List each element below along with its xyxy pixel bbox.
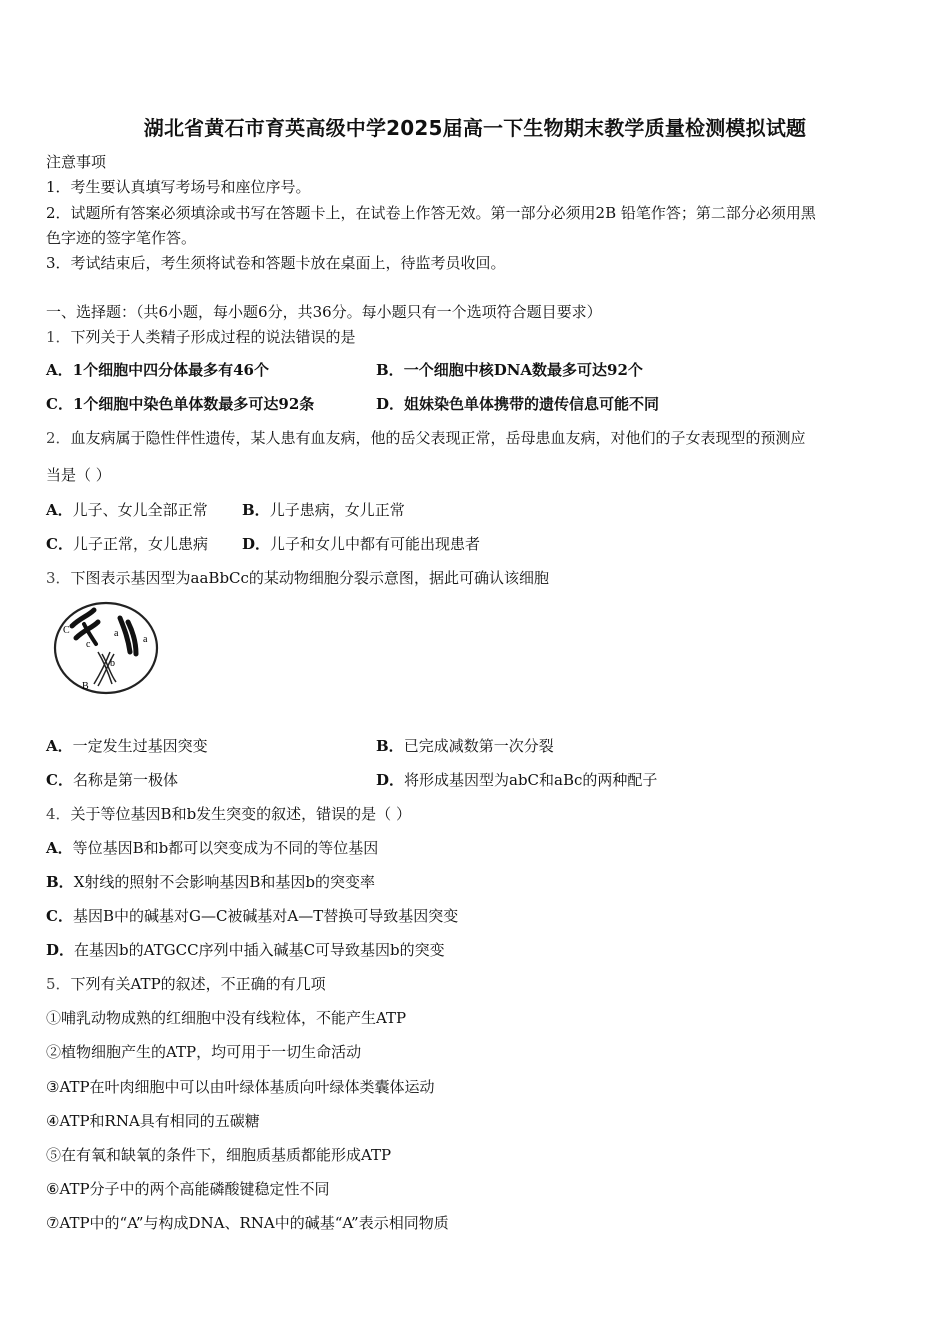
gene-label: c [86,639,91,650]
question-2-stem [46,428,806,448]
notice-heading: 注意事项 [46,153,107,171]
option-text: 基因B中的碱基对G—C被碱基对A—T替换可导致基因突变 [72,907,459,925]
option-text: 儿子、女儿全部正常 [72,501,208,519]
option-text: 儿子患病，女儿正常 [269,501,405,519]
notice-item: 色字迹的签字笔作答。 [46,229,197,247]
option-label: D． [376,771,405,789]
gene-label: a [143,634,148,645]
question-text: 血友病属于隐性伴性遗传，某人患有血友病，他的岳父表现正常，岳母患血友病，对他们的子女表现型的预测应 [70,429,806,447]
q1-option-d[interactable] [376,394,659,414]
option-label: B． [376,361,404,379]
option-label: C． [46,395,73,413]
q3-option-d[interactable] [376,770,657,790]
q5-statement: ③ATP在叶肉细胞中可以由叶绿体基质向叶绿体类囊体运动 [46,1078,435,1096]
option-label: C． [46,535,73,553]
option-text: 一个细胞中核DNA数最多可达92个 [403,361,643,379]
question-number: 3． [46,569,71,587]
option-text: 儿子和女儿中都有可能出现患者 [270,535,481,553]
q5-statement: ⑤在有氧和缺氧的条件下，细胞质基质都能形成ATP [46,1146,392,1164]
q3-option-a[interactable] [46,736,208,756]
q3-option-c[interactable] [46,770,178,790]
question-text: 下图表示基因型为aaBbCc的某动物细胞分裂示意图，据此可确认该细胞 [70,569,549,587]
page-title: 湖北省黄石市育英高级中学2025届高一下生物期末教学质量检测模拟试题 [143,116,807,140]
question-text: 下列关于人类精子形成过程的说法错误的是 [70,328,356,346]
gene-label: B [82,681,89,692]
q1-option-a[interactable] [46,360,269,380]
question-5-stem [46,974,326,994]
notice-item: 3．考试结束后，考生须将试卷和答题卡放在桌面上，待监考员收回。 [46,254,506,272]
q2-option-b[interactable] [242,500,405,520]
q5-statement: ②植物细胞产生的ATP，均可用于一切生命活动 [46,1043,362,1061]
q4-option-b[interactable] [46,872,375,892]
question-number: 2． [46,429,71,447]
q5-statement: ⑥ATP分子中的两个高能磷酸键稳定性不同 [46,1180,330,1198]
question-number: 5． [46,975,71,993]
option-label: D． [46,941,75,959]
option-text: 等位基因B和b都可以突变成为不同的等位基因 [72,839,379,857]
q1-option-b[interactable] [376,360,643,380]
gene-label: a [114,628,119,639]
q5-statement: ④ATP和RNA具有相同的五碳糖 [46,1112,260,1130]
option-label: A． [46,501,73,519]
option-label: B． [376,737,404,755]
section-heading: 一、选择题：（共6小题，每小题6分，共36分。每小题只有一个选项符合题目要求） [46,303,602,321]
option-label: C． [46,771,73,789]
option-text: 姐妹染色单体携带的遗传信息可能不同 [404,395,660,413]
option-text: 将形成基因型为abC和aBc的两种配子 [404,771,658,789]
question-number: 4． [46,805,71,823]
q3-option-b[interactable] [376,736,554,756]
option-text: 在基因b的ATGCC序列中插入碱基C可导致基因b的突变 [74,941,445,959]
q1-option-c[interactable] [46,394,314,414]
option-label: D． [242,535,271,553]
q2-option-d[interactable] [242,534,480,554]
question-text: 下列有关ATP的叙述，不正确的有几项 [70,975,326,993]
question-3-stem [46,568,549,588]
notice-item: 2．试题所有答案必须填涂或书写在答题卡上，在试卷上作答无效。第一部分必须用2B 铅笔作答；第二部分必须用黑 [46,204,816,222]
gene-label: b [110,658,115,669]
option-label: D． [376,395,405,413]
option-label: B． [46,873,74,891]
option-text: X射线的照射不会影响基因B和基因b的突变率 [73,873,375,891]
q5-statement: ⑦ATP中的“A”与构成DNA、RNA中的碱基“A”表示相同物质 [46,1214,449,1232]
q4-option-d[interactable] [46,940,445,960]
question-4-stem [46,804,411,824]
notice-item: 1．考生要认真填写考场号和座位序号。 [46,178,311,196]
q2-option-c[interactable] [46,534,208,554]
option-label: B． [242,501,270,519]
option-text: 1个细胞中染色单体数最多可达92条 [72,395,315,413]
option-label: C． [46,907,73,925]
option-text: 已完成减数第一次分裂 [403,737,554,755]
option-text: 一定发生过基因突变 [72,737,208,755]
option-label: A． [46,361,73,379]
option-text: 儿子正常，女儿患病 [72,535,208,553]
q2-option-a[interactable] [46,500,208,520]
q4-option-a[interactable] [46,838,378,858]
option-label: A． [46,839,73,857]
cell-division-diagram [50,598,162,698]
question-text: 关于等位基因B和b发生突变的叙述，错误的是（ ） [70,805,411,823]
option-label: A． [46,737,73,755]
q5-statement: ①哺乳动物成熟的红细胞中没有线粒体，不能产生ATP [46,1009,407,1027]
option-text: 名称是第一极体 [72,771,178,789]
gene-label: C [63,625,70,636]
q4-option-c[interactable] [46,906,458,926]
option-text: 1个细胞中四分体最多有46个 [72,361,269,379]
cell-membrane [55,603,157,693]
question-2-stem-continued: 当是（ ） [46,466,111,484]
question-1-stem [46,327,356,347]
question-number: 1． [46,328,71,346]
